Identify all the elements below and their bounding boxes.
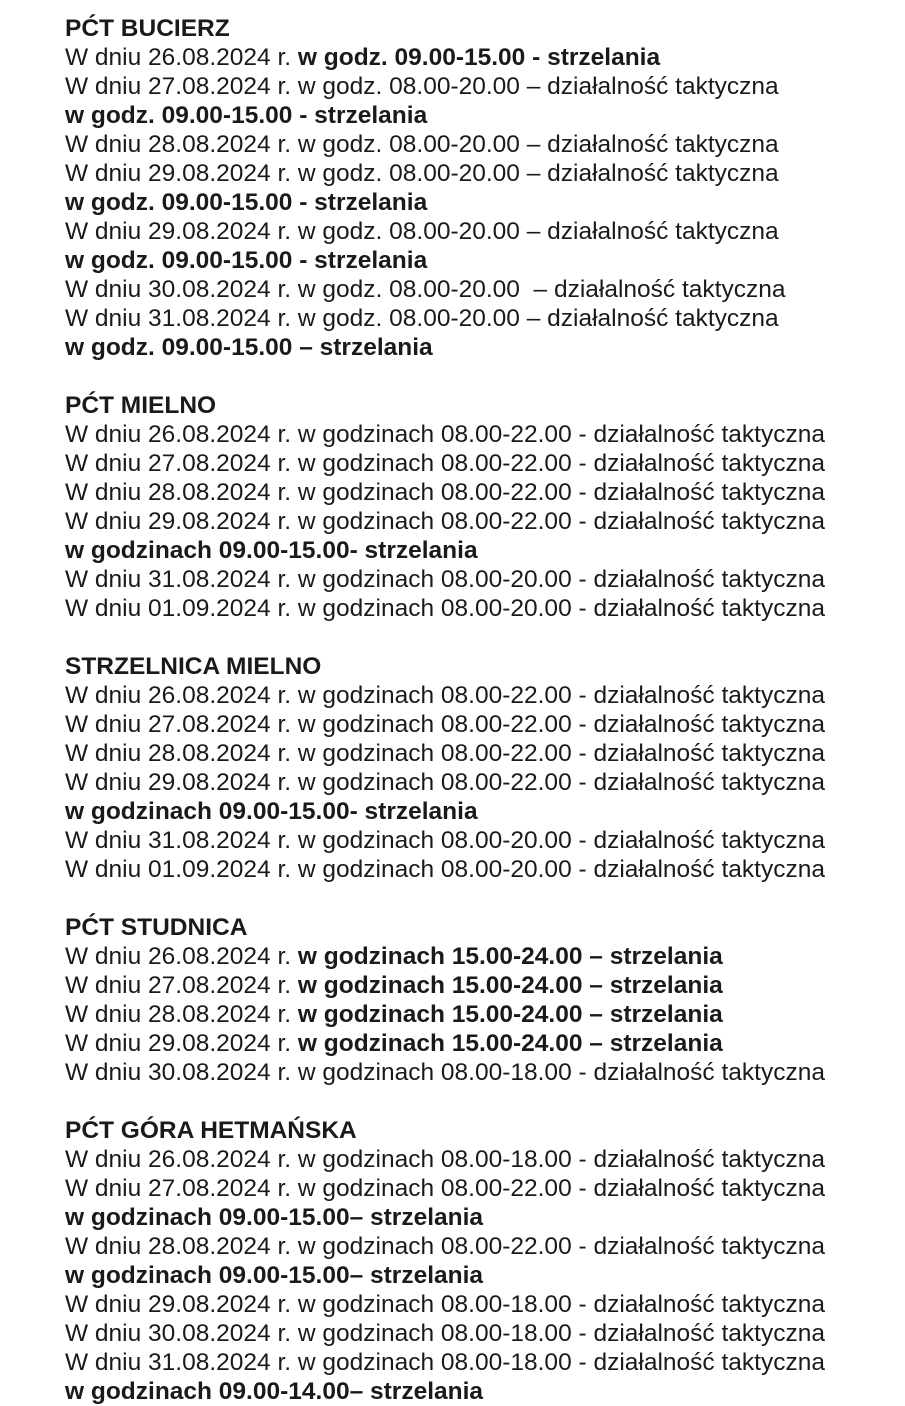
schedule-line-bold-text: w godz. 09.00-15.00 - strzelania — [297, 44, 661, 71]
schedule-line-bold-text: w godzinach 15.00-24.00 – strzelania — [297, 1030, 723, 1057]
schedule-line-text: W dniu 28.08.2024 r. — [65, 1001, 298, 1028]
schedule-line — [65, 72, 887, 101]
schedule-line-text: W dniu 29.08.2024 r. w godz. 08.00-20.00 – działalność taktyczna — [65, 218, 779, 245]
schedule-line — [65, 246, 887, 275]
schedule-section — [65, 14, 887, 362]
schedule-line-text: W dniu 28.08.2024 r. w godz. 08.00-20.00 – działalność taktyczna — [65, 131, 779, 158]
schedule-line-text: W dniu 27.08.2024 r. w godz. 08.00-20.00 – działalność taktyczna — [65, 73, 779, 100]
schedule-line-text: W dniu 30.08.2024 r. w godzinach 08.00-18.00 - działalność taktyczna — [65, 1059, 825, 1086]
schedule-line — [65, 188, 887, 217]
schedule-line-bold-text: w godzinach 15.00-24.00 – strzelania — [297, 972, 723, 999]
schedule-line — [65, 1232, 887, 1261]
schedule-line — [65, 449, 887, 478]
schedule-section — [65, 391, 887, 623]
schedule-line — [65, 768, 887, 797]
schedule-line-text: W dniu 01.09.2024 r. w godzinach 08.00-20.00 - działalność taktyczna — [65, 856, 825, 883]
schedule-line-text: W dniu 29.08.2024 r. w godz. 08.00-20.00 – działalność taktyczna — [65, 160, 779, 187]
schedule-line-text: W dniu 27.08.2024 r. w godzinach 08.00-22.00 - działalność taktyczna — [65, 450, 825, 477]
schedule-line — [65, 1377, 887, 1406]
schedule-line — [65, 1058, 887, 1087]
schedule-line-text: W dniu 28.08.2024 r. w godzinach 08.00-22.00 - działalność taktyczna — [65, 479, 825, 506]
schedule-line — [65, 1145, 887, 1174]
schedule-line — [65, 971, 887, 1000]
schedule-line-text: W dniu 31.08.2024 r. w godz. 08.00-20.00 – działalność taktyczna — [65, 305, 779, 332]
schedule-section — [65, 1116, 887, 1406]
schedule-line — [65, 1348, 887, 1377]
schedule-line-text: W dniu 29.08.2024 r. w godzinach 08.00-18.00 - działalność taktyczna — [65, 1291, 825, 1318]
schedule-line — [65, 333, 887, 362]
schedule-line — [65, 1174, 887, 1203]
schedule-line-text: W dniu 31.08.2024 r. w godzinach 08.00-20.00 - działalność taktyczna — [65, 827, 825, 854]
schedule-line — [65, 101, 887, 130]
schedule-line-bold-text: w godzinach 09.00-14.00– strzelania — [65, 1378, 484, 1405]
schedule-line-text: W dniu 29.08.2024 r. w godzinach 08.00-22.00 - działalność taktyczna — [65, 769, 825, 796]
schedule-line-bold-text: w godzinach 15.00-24.00 – strzelania — [297, 943, 723, 970]
schedule-section — [65, 913, 887, 1087]
schedule-line-bold-text: w godz. 09.00-15.00 - strzelania — [65, 102, 428, 129]
schedule-line — [65, 942, 887, 971]
schedule-line — [65, 275, 887, 304]
schedule-line — [65, 710, 887, 739]
schedule-line — [65, 130, 887, 159]
section-title: PĆT STUDNICA — [65, 914, 248, 941]
schedule-line-text: W dniu 27.08.2024 r. w godzinach 08.00-22.00 - działalność taktyczna — [65, 711, 825, 738]
schedule-line-bold-text: w godz. 09.00-15.00 – strzelania — [65, 334, 433, 361]
schedule-line — [65, 681, 887, 710]
schedule-line-text: W dniu 28.08.2024 r. w godzinach 08.00-22.00 - działalność taktyczna — [65, 740, 825, 767]
schedule-line — [65, 594, 887, 623]
schedule-line — [65, 1290, 887, 1319]
schedule-line-bold-text: w godzinach 09.00-15.00- strzelania — [65, 537, 478, 564]
schedule-line-bold-text: w godz. 09.00-15.00 - strzelania — [65, 247, 428, 274]
schedule-line-bold-text: w godzinach 09.00-15.00– strzelania — [65, 1262, 484, 1289]
schedule-line — [65, 507, 887, 536]
schedule-line — [65, 826, 887, 855]
schedule-line — [65, 478, 887, 507]
schedule-line — [65, 159, 887, 188]
schedule-line-text: W dniu 29.08.2024 r. w godzinach 08.00-22.00 - działalność taktyczna — [65, 508, 825, 535]
schedule-line-text: W dniu 26.08.2024 r. — [65, 44, 298, 71]
schedule-line — [65, 855, 887, 884]
schedule-line-bold-text: w godzinach 09.00-15.00- strzelania — [65, 798, 478, 825]
schedule-line — [65, 1000, 887, 1029]
schedule-line — [65, 1029, 887, 1058]
schedule-line-text: W dniu 30.08.2024 r. w godz. 08.00-20.00 – działalność taktyczna — [65, 276, 786, 303]
schedule-line — [65, 420, 887, 449]
schedule-line-text: W dniu 27.08.2024 r. w godzinach 08.00-22.00 - działalność taktyczna — [65, 1175, 825, 1202]
section-title: PĆT MIELNO — [65, 392, 217, 419]
schedule-line-bold-text: w godzinach 15.00-24.00 – strzelania — [297, 1001, 723, 1028]
schedule-line-text: W dniu 01.09.2024 r. w godzinach 08.00-20.00 - działalność taktyczna — [65, 595, 825, 622]
schedule-line — [65, 43, 887, 72]
section-title: PĆT BUCIERZ — [65, 15, 230, 42]
schedule-line-text: W dniu 26.08.2024 r. w godzinach 08.00-22.00 - działalność taktyczna — [65, 682, 825, 709]
schedule-line-text: W dniu 29.08.2024 r. — [65, 1030, 298, 1057]
schedule-section — [65, 652, 887, 884]
schedule-line-text: W dniu 26.08.2024 r. — [65, 943, 298, 970]
schedule-line-bold-text: w godzinach 09.00-15.00– strzelania — [65, 1204, 484, 1231]
schedule-line — [65, 1203, 887, 1232]
schedule-line — [65, 565, 887, 594]
section-title: STRZELNICA MIELNO — [65, 653, 322, 680]
schedule-line-text: W dniu 27.08.2024 r. — [65, 972, 298, 999]
schedule-line-text: W dniu 31.08.2024 r. w godzinach 08.00-20.00 - działalność taktyczna — [65, 566, 825, 593]
schedule-line-text: W dniu 26.08.2024 r. w godzinach 08.00-18.00 - działalność taktyczna — [65, 1146, 825, 1173]
schedule-line — [65, 797, 887, 826]
schedule-line — [65, 536, 887, 565]
section-title: PĆT GÓRA HETMAŃSKA — [65, 1117, 357, 1144]
schedule-line — [65, 739, 887, 768]
schedule-line-bold-text: w godz. 09.00-15.00 - strzelania — [65, 189, 428, 216]
schedule-line-text: W dniu 31.08.2024 r. w godzinach 08.00-18.00 - działalność taktyczna — [65, 1349, 825, 1376]
schedule-line — [65, 304, 887, 333]
schedule-line-text: W dniu 28.08.2024 r. w godzinach 08.00-22.00 - działalność taktyczna — [65, 1233, 825, 1260]
schedule-line — [65, 1261, 887, 1290]
schedule-line-text: W dniu 30.08.2024 r. w godzinach 08.00-18.00 - działalność taktyczna — [65, 1320, 825, 1347]
schedule-line — [65, 1319, 887, 1348]
schedule-line — [65, 217, 887, 246]
schedule-line-text: W dniu 26.08.2024 r. w godzinach 08.00-22.00 - działalność taktyczna — [65, 421, 825, 448]
